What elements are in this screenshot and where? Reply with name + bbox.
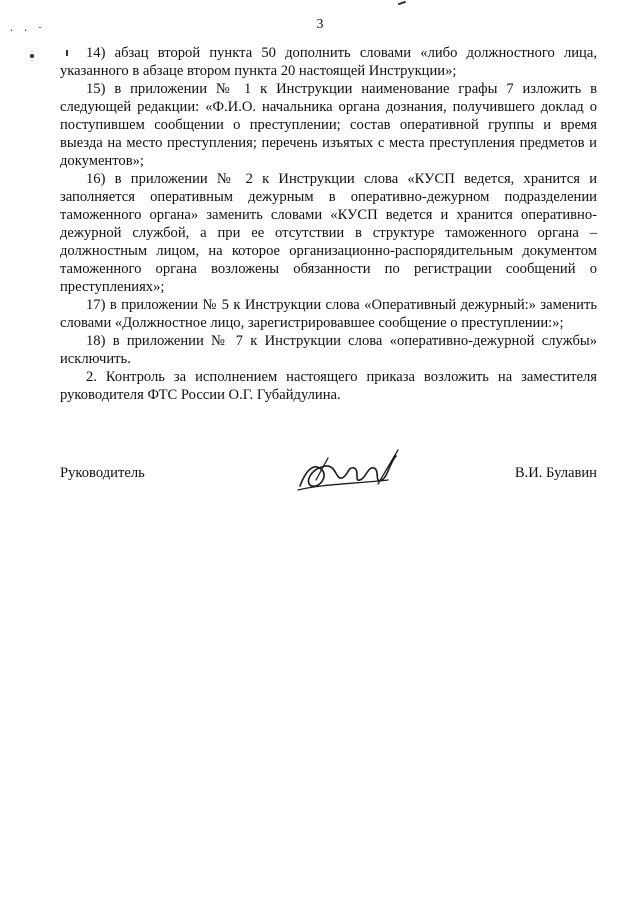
scan-artifact (398, 1, 406, 6)
scan-artifact-marks: . . · (10, 20, 46, 34)
paragraph-item-16: 16) в приложении № 2 к Инструкции слова «КУСП ведется, хранится и заполняется оперативным дежурным в оперативно-дежурном подразделении таможенного органа» заменить словами «КУСП ведется и хранится оперативно-дежурной службой, а при ее отсутствии в структуре таможенного органа – должностным лицом, на которое организационно-распорядительным документом таможенного органа возложены обязанности по регистрации сообщений о преступлениях»; (60, 171, 597, 295)
paragraph-item-18: 18) в приложении № 7 к Инструкции слова «оперативно-дежурной службы» исключить. (60, 333, 597, 367)
signatory-role: Руководитель (60, 465, 145, 481)
document-body (60, 44, 597, 404)
margin-dot (30, 54, 34, 58)
paragraph-item-15: 15) в приложении № 1 к Инструкции наименование графы 7 изложить в следующей редакции: «Ф.И.О. начальника органа дознания, получившего доклад о поступившем сообщении о преступлении; состав оперативной группы и время выезда на место преступления; перечень изъятых с места преступления предметов и документов»; (60, 81, 597, 169)
signature-block (60, 440, 597, 510)
paragraph-item-14: 14) абзац второй пункта 50 дополнить словами «либо должностного лица, указанного в абзаце втором пункта 20 настоящей Инструкции»; (60, 45, 597, 79)
signatory-name: В.И. Булавин (514, 465, 597, 481)
handwritten-signature (292, 440, 412, 500)
paragraph-item-17: 17) в приложении № 5 к Инструкции слова «Оперативный дежурный:» заменить словами «Должностное лицо, зарегистрировавшее сообщение о преступлении:»; (60, 297, 597, 331)
paragraph-control-clause: 2. Контроль за исполнением настоящего приказа возложить на заместителя руководителя ФТС России О.Г. Губайдулина. (60, 369, 597, 403)
page-number: 3 (316, 17, 324, 32)
